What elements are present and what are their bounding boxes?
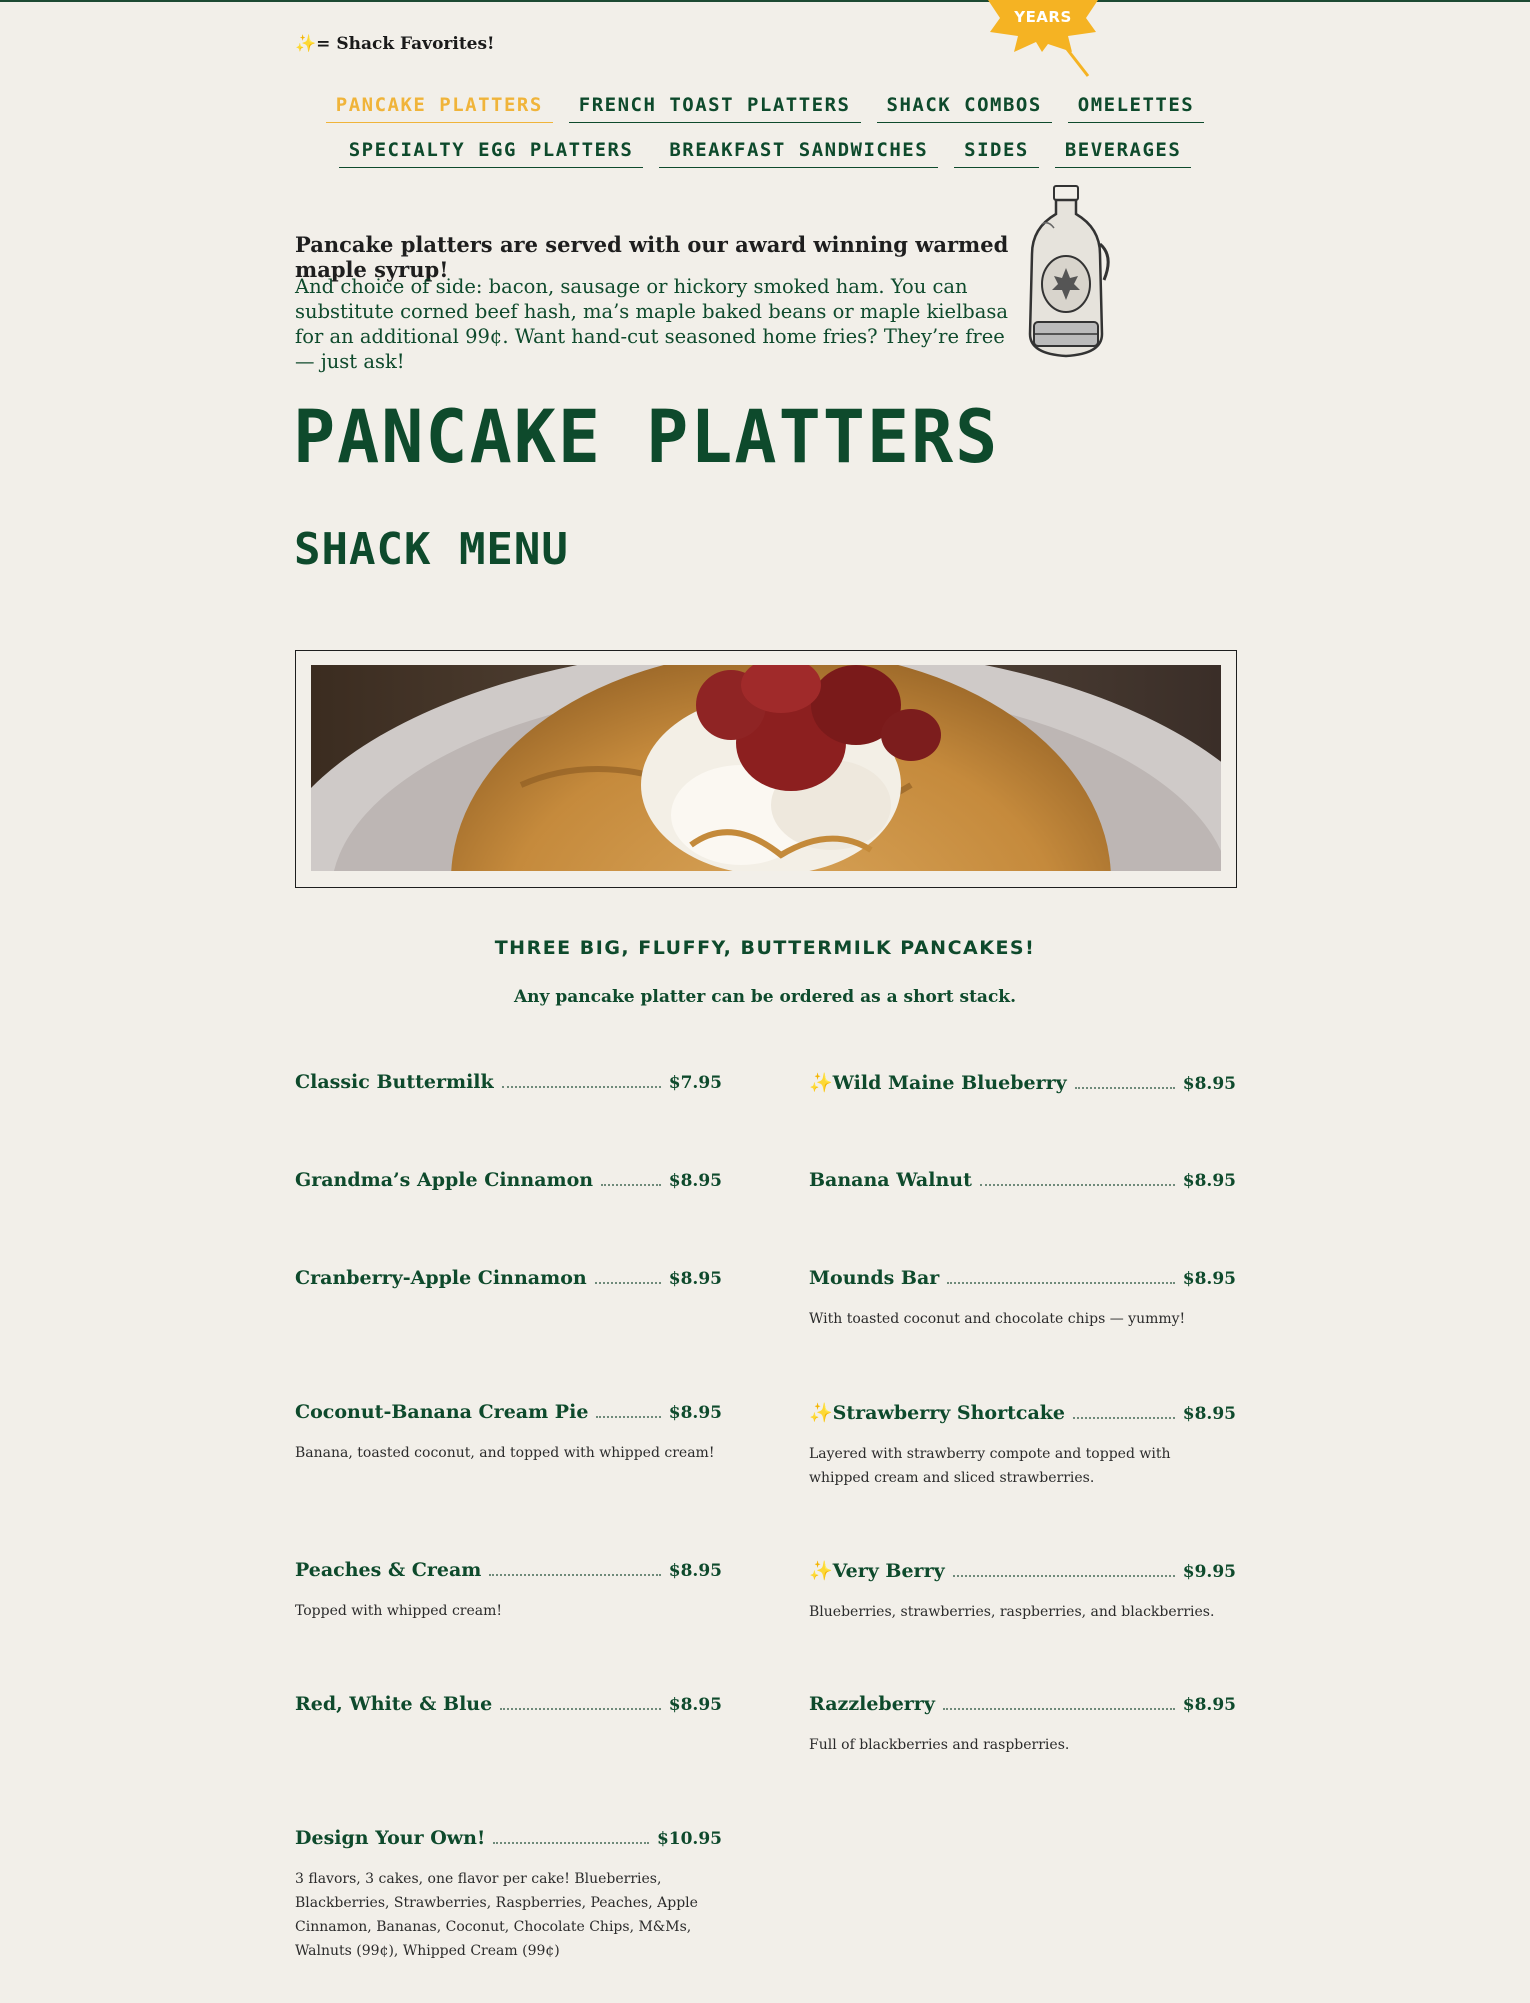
dot-leader (596, 1416, 660, 1418)
menu-item[interactable] (809, 1169, 1236, 1191)
item-name: Red, White & Blue (295, 1693, 493, 1715)
menu-item[interactable] (809, 1267, 1236, 1331)
short-stack-note: Any pancake platter can be ordered as a short stack. (513, 987, 1016, 1007)
item-price: $8.95 (1182, 1171, 1236, 1191)
item-price: $10.95 (656, 1829, 722, 1849)
dot-leader (489, 1574, 660, 1576)
maple-syrup-bottle-icon (1018, 184, 1114, 358)
item-description: With toasted coconut and chocolate chips — yummy! (809, 1311, 1186, 1327)
favorites-legend: ✨= Shack Favorites! (295, 34, 495, 54)
pancake-photo (311, 665, 1221, 871)
dot-leader (980, 1184, 1175, 1186)
dot-leader (943, 1708, 1175, 1710)
item-price: $8.95 (1182, 1695, 1236, 1715)
nav-omelettes[interactable]: OMELETTES (1068, 92, 1204, 123)
nav-beverages[interactable]: BEVERAGES (1055, 137, 1191, 168)
item-description: 3 flavors, 3 cakes, one flavor per cake! Blueberries, Blackberries, Strawberries, Raspberries, Peaches, Apple Cinnamon, Bananas, Coconut, Chocolate Chips, M&Ms, Walnuts (99¢), Whipped Cream (99¢) (295, 1871, 698, 1959)
item-price: $8.95 (668, 1171, 722, 1191)
item-name: ✨Strawberry Shortcake (809, 1402, 1066, 1424)
item-description: Full of blackberries and raspberries. (809, 1737, 1070, 1753)
dot-leader (595, 1282, 661, 1284)
menu-item[interactable] (295, 1559, 722, 1623)
menu-item[interactable] (295, 1169, 722, 1191)
menu-nav-row-2 (0, 137, 1530, 168)
item-name: Banana Walnut (809, 1169, 972, 1191)
menu-item[interactable] (295, 1401, 722, 1465)
page-title: PANCAKE PLATTERS (293, 393, 1000, 481)
item-price: $8.95 (668, 1695, 722, 1715)
badge-label: YEARS (1014, 8, 1072, 26)
item-name: ✨Wild Maine Blueberry (809, 1072, 1067, 1094)
item-name: Razzleberry (809, 1693, 935, 1715)
item-name: Design Your Own! (295, 1827, 486, 1849)
nav-sides[interactable]: SIDES (954, 137, 1039, 168)
top-rule (0, 0, 1530, 2)
dot-leader (953, 1575, 1175, 1577)
item-price: $8.95 (668, 1269, 722, 1289)
dot-leader (493, 1842, 649, 1844)
item-name: Grandma’s Apple Cinnamon (295, 1169, 594, 1191)
nav-breakfast-sandwiches[interactable]: BREAKFAST SANDWICHES (659, 137, 938, 168)
dot-leader (502, 1086, 661, 1088)
item-name: ✨Very Berry (809, 1560, 945, 1582)
tagline: THREE BIG, FLUFFY, BUTTERMILK PANCAKES! (494, 937, 1036, 959)
item-name: Peaches & Cream (295, 1559, 482, 1581)
menu-item[interactable] (295, 1071, 722, 1093)
nav-specialty-egg-platters[interactable]: SPECIALTY EGG PLATTERS (339, 137, 644, 168)
menu-item[interactable] (809, 1071, 1236, 1094)
menu-item[interactable] (809, 1693, 1236, 1757)
dot-leader (500, 1708, 661, 1710)
item-description: Banana, toasted coconut, and topped with whipped cream! (295, 1445, 715, 1461)
intro-headline: Pancake platters are served with our award winning warmed maple syrup! (295, 232, 1009, 282)
dot-leader (947, 1282, 1174, 1284)
item-description: Topped with whipped cream! (295, 1603, 503, 1619)
item-price: $8.95 (1182, 1074, 1236, 1094)
menu-item[interactable] (295, 1693, 722, 1715)
nav-pancake-platters[interactable]: PANCAKE PLATTERS (326, 92, 553, 123)
menu-item[interactable] (295, 1267, 722, 1289)
item-price: $7.95 (668, 1073, 722, 1093)
dot-leader (1073, 1417, 1175, 1419)
item-name: Mounds Bar (809, 1267, 940, 1289)
menu-item[interactable] (809, 1559, 1236, 1624)
item-name: Cranberry-Apple Cinnamon (295, 1267, 587, 1289)
item-price: $8.95 (668, 1403, 722, 1423)
section-title: SHACK MENU (294, 524, 569, 575)
nav-shack-combos[interactable]: SHACK COMBOS (877, 92, 1052, 123)
intro-body: And choice of side: bacon, sausage or hickory smoked ham. You can substitute corned beef hash, ma’s maple baked beans or maple kielbasa for an additional 99¢. Want hand-cut seasoned home fries? They’re free — just ask! (295, 275, 1009, 373)
item-description: Blueberries, strawberries, raspberries, and blackberries. (809, 1604, 1215, 1620)
item-description: Layered with strawberry compote and topped with whipped cream and sliced strawberries. (809, 1446, 1171, 1486)
item-price: $9.95 (1182, 1562, 1236, 1582)
menu-item[interactable] (809, 1401, 1236, 1490)
item-price: $8.95 (1182, 1404, 1236, 1424)
menu-item[interactable] (295, 1827, 722, 1963)
anniversary-badge[interactable] (968, 0, 1118, 82)
item-name: Coconut-Banana Cream Pie (295, 1401, 589, 1423)
nav-french-toast-platters[interactable]: FRENCH TOAST PLATTERS (569, 92, 861, 123)
menu-nav-row-1 (0, 92, 1530, 123)
item-price: $8.95 (1182, 1269, 1236, 1289)
item-name: Classic Buttermilk (295, 1071, 494, 1093)
hero-image-frame (295, 650, 1237, 888)
dot-leader (601, 1184, 661, 1186)
dot-leader (1075, 1087, 1175, 1089)
item-price: $8.95 (668, 1561, 722, 1581)
